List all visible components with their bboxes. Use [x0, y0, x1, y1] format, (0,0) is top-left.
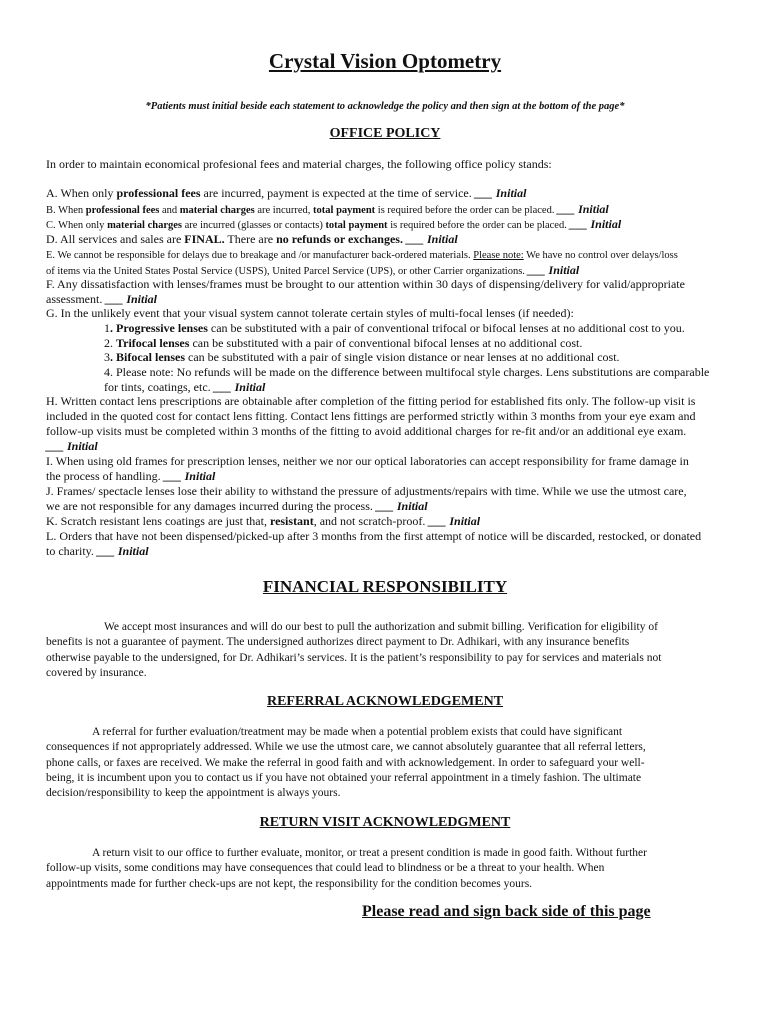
policy-item-g2: 2. Trifocal lenses can be substituted with a pair of conventional bifocal lenses at no additional cost.	[104, 336, 583, 350]
policy-item-g: G. In the unlikely event that your visual system cannot tolerate certain styles of multi-focal lenses (if needed):	[46, 306, 574, 320]
policy-item-a: A. When only professional fees are incurred, payment is expected at the time of service. ___ Initial	[46, 186, 527, 200]
policy-item-c: C. When only material charges are incurred (glasses or contacts) total payment is required before the order can be placed. ___ Initial	[46, 217, 622, 231]
initial-field[interactable]: ___ Initial	[527, 263, 580, 277]
initial-field[interactable]: ___ Initial	[96, 544, 149, 558]
sign-back-note: Please read and sign back side of this page	[362, 903, 651, 920]
policy-item-j: J. Frames/ spectacle lenses lose their ability to withstand the pressure of adjustments/repairs with time. While we use the utmost care, we are not responsible for any damages incurred during the process. ___ Initial	[46, 484, 687, 513]
initial-field[interactable]: ___ Initial	[405, 232, 458, 246]
page-title: Crystal Vision Optometry	[268, 49, 502, 73]
referral-heading: REFERRAL ACKNOWLEDGEMENT	[266, 694, 504, 709]
policy-item-f: F. Any dissatisfaction with lenses/frames must be brought to our attention within 30 days of dispensing/delivery for valid/appropriate assessment. ___ Initial	[46, 277, 685, 306]
policy-item-g4: 4. Please note: No refunds will be made on the difference between multifocal style charges. Lens substitutions are comparable for tints, coatings, etc. ___ Initial	[104, 365, 710, 394]
policy-item-d: D. All services and sales are FINAL. There are no refunds or exchanges. ___ Initial	[46, 232, 458, 246]
return-visit-heading: RETURN VISIT ACKNOWLEDGMENT	[259, 815, 511, 830]
policy-item-g1: 1. Progressive lenses can be substituted with a pair of conventional trifocal or bifocal lenses at no additional cost to you.	[104, 321, 685, 335]
initial-field[interactable]: ___ Initial	[428, 514, 481, 528]
initial-field[interactable]: ___ Initial	[569, 217, 622, 231]
initial-field[interactable]: ___ Initial	[557, 202, 609, 216]
financial-heading: FINANCIAL RESPONSIBILITY	[262, 577, 508, 596]
initial-field[interactable]: ___ Initial	[474, 186, 527, 200]
initial-field[interactable]: ___ Initial	[213, 380, 266, 394]
policy-item-h: H. Written contact lens prescriptions are obtainable after completion of the fitting period for established fits only. The follow-up visit is included in the quoted cost for contact lens fitting. Contact lens fittings are performed strictly within 3 months from your eye exam and follow-up visits must be completed within 3 months of the fitting to avoid additional charges for re-fit and/or an additional eye exam. ___ Initial	[46, 394, 696, 453]
initial-field[interactable]: ___ Initial	[163, 469, 216, 483]
referral-paragraph: A referral for further evaluation/treatment may be made when a potential problem exists that could have significant consequences if not appropriately addressed. While we use the utmost care, we cannot absolutely guarantee that all referral letters, phone calls, or faxes are received. We make the referral in good faith and with acknowledgement. In order to safeguard your well- being, it is incumbent upon you to contact us if you have not obtained your referral appointment in a timely fashion. The ultimate decision/responsibility to keep the appointment is always yours.	[46, 726, 646, 800]
policy-item-i: I. When using old frames for prescription lenses, neither we nor our optical laboratories can accept responsibility for frame damage in the process of handling. ___ Initial	[46, 454, 689, 483]
policy-item-e: E. We cannot be responsible for delays due to breakage and /or manufacturer back-ordered materials. Please note: We have no control over delays/loss of items via the United States Postal Service (USPS), United Parcel Service (UPS), or other Carrier organizations. ___ Initial	[46, 250, 678, 277]
policy-item-b: B. When professional fees and material charges are incurred, total payment is required before the order can be placed. ___ Initial	[46, 202, 609, 216]
financial-paragraph: We accept most insurances and will do our best to pull the authorization and submit billing. Verification for eligibility of benefits is not a guarantee of payment. The undersigned authorizes direct payment to Dr. Adhikari, with any insurance benefits otherwise payable to the undersigned, for Dr. Adhikari’s services. It is the patient’s responsibility to pay for services and materials not covered by insurance.	[46, 621, 662, 679]
policy-item-k: K. Scratch resistant lens coatings are just that, resistant, and not scratch-proof. ___ Initial	[46, 514, 481, 528]
initial-field[interactable]: ___ Initial	[375, 499, 428, 513]
office-policy-intro: In order to maintain economical profesional fees and material charges, the following office policy stands:	[46, 157, 552, 171]
initial-field[interactable]: ___ Initial	[46, 439, 98, 453]
office-policy-heading: OFFICE POLICY	[329, 126, 441, 141]
return-visit-paragraph: A return visit to our office to further evaluate, monitor, or treat a present condition is made in good faith. Without further follow-up visits, some conditions may have consequences that could lead to blindness or be a threat to your health. When appointments made for further check-ups are not kept, the responsibility for the condition becomes yours.	[46, 847, 647, 890]
policy-item-l: L. Orders that have not been dispensed/picked-up after 3 months from the first attempt of notice will be discarded, restocked, or donated to charity. ___ Initial	[46, 529, 702, 558]
policy-item-g3: 3. Bifocal lenses can be substituted with a pair of single vision distance or near lenses at no additional cost.	[104, 350, 620, 364]
initial-field[interactable]: ___ Initial	[105, 292, 158, 306]
initial-instructions: *Patients must initial beside each statement to acknowledge the policy and then sign at the bottom of the page*	[145, 101, 625, 112]
